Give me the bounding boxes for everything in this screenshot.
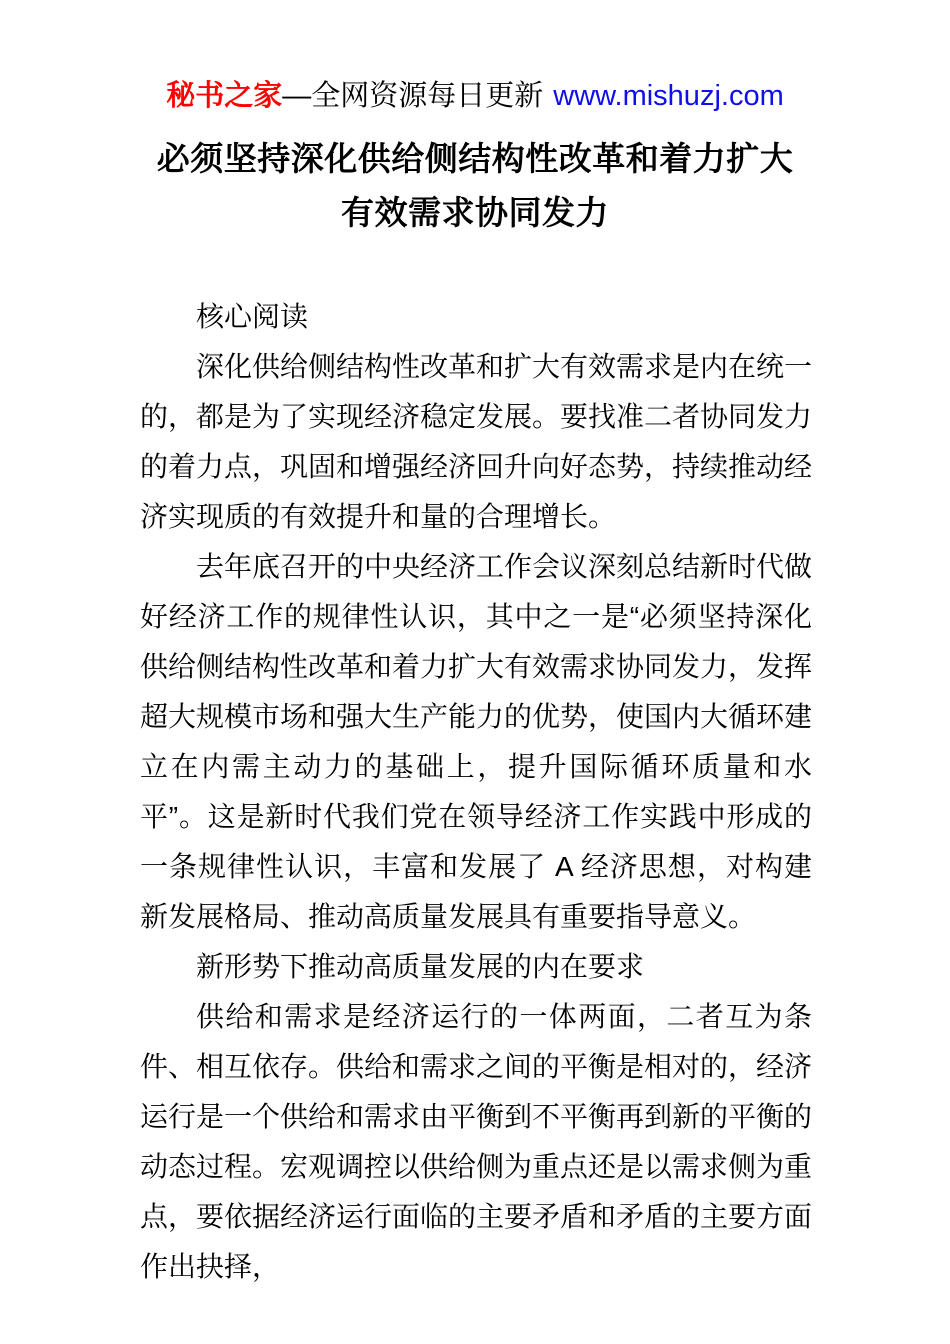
site-brand: 秘书之家 bbox=[166, 80, 283, 112]
paragraph-central-economic-conference: 去年底召开的中央经济工作会议深刻总结新时代做好经济工作的规律性认识，其中之一是“必须坚持深化供给侧结构性改革和着力扩大有效需求协同发力，发挥超大规模市场和强大生产能力的优势，使国内大循环建立在内需主动力的基础上，提升国际循环质量和水平”。这是新时代我们党在领导经济工作实践中形成的一条规律性认识，丰富和发展了 A 经济思想，对构建新发展格局、推动高质量发展具有重要指导意义。 bbox=[140, 551, 813, 932]
paragraph-core-reading-summary: 深化供给侧结构性改革和扩大有效需求是内在统一的，都是为了实现经济稳定发展。要找准二者协同发力的着力点，巩固和增强经济回升向好态势，持续推动经济实现质的有效提升和量的合理增长。 bbox=[140, 351, 813, 532]
header-separator: — bbox=[282, 80, 312, 112]
document-title-line1: 必须坚持深化供给侧结构性改革和着力扩大 bbox=[156, 140, 794, 177]
header-tagline: 全网资源每日更新 bbox=[311, 80, 544, 112]
paragraph-supply-demand: 供给和需求是经济运行的一体两面，二者互为条件、相互依存。供给和需求之间的平衡是相对的，经济运行是一个供给和需求由平衡到不平衡再到新的平衡的动态过程。宏观调控以供给侧为重点还是以需求侧为重点，要依据经济运行面临的主要矛盾和矛盾的主要方面作出抉择， bbox=[140, 1001, 813, 1282]
document-title-line2: 有效需求协同发力 bbox=[341, 194, 609, 231]
site-url-link[interactable]: www.mishuzj.com bbox=[553, 80, 784, 112]
site-header bbox=[0, 0, 950, 116]
paragraph-section-heading: 新形势下推动高质量发展的内在要求 bbox=[196, 951, 645, 982]
document-title bbox=[70, 132, 880, 240]
document-body bbox=[140, 292, 812, 1292]
paragraph-core-reading-label: 核心阅读 bbox=[196, 301, 309, 332]
